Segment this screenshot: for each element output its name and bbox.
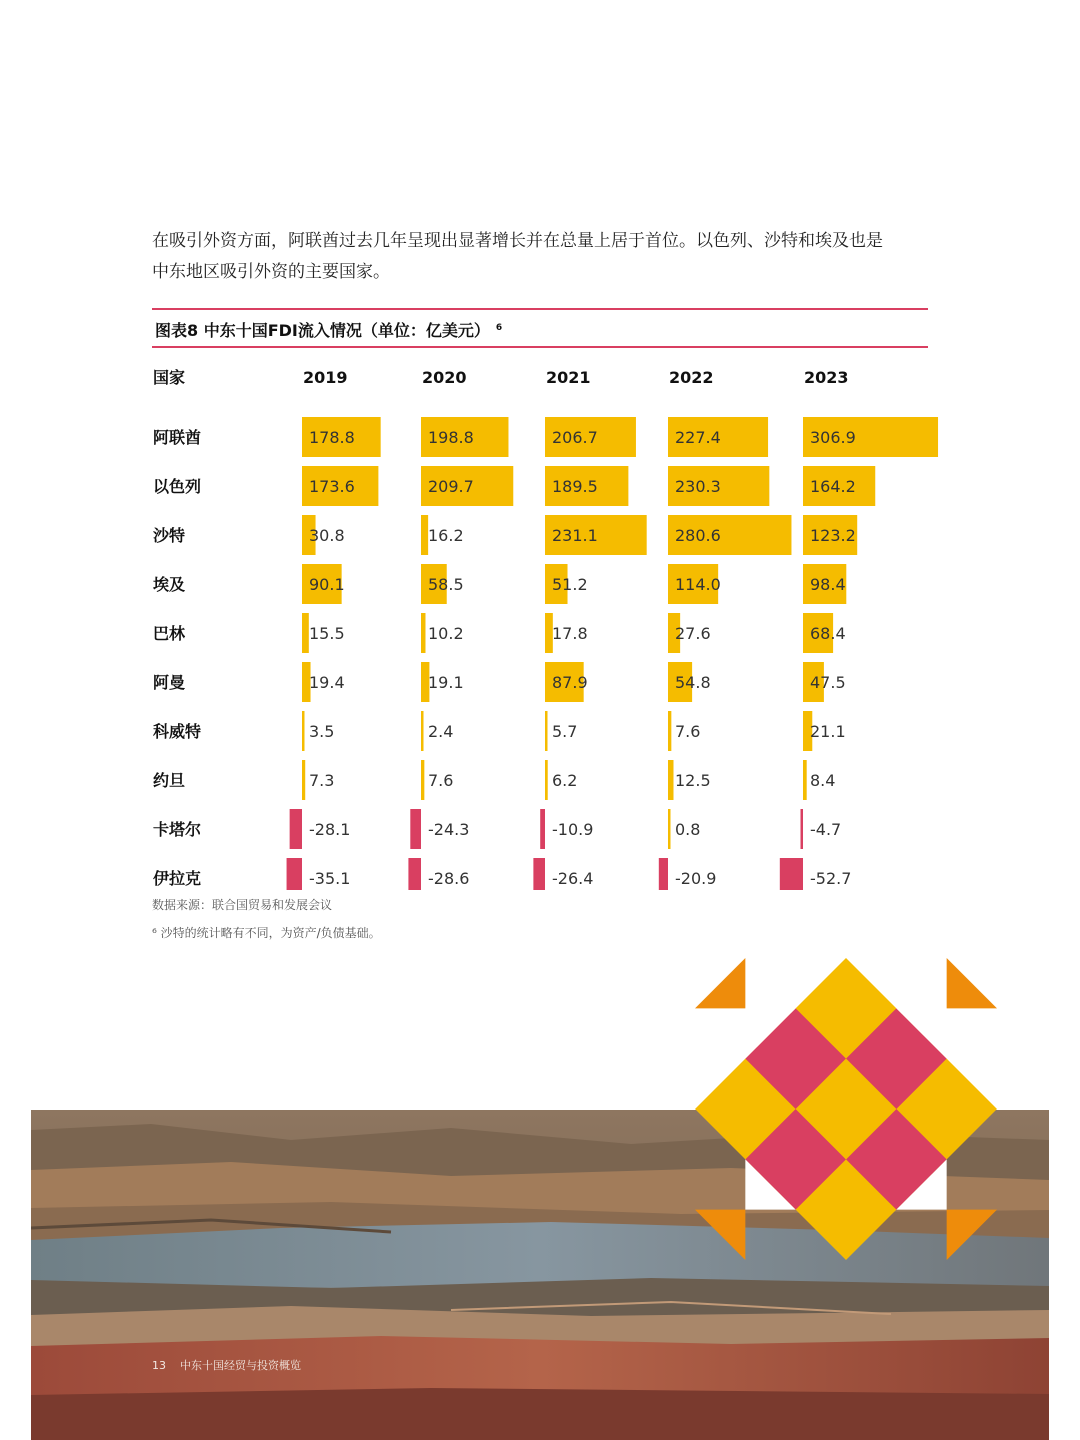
bar-2021 bbox=[545, 760, 548, 800]
value-label: 189.5 bbox=[552, 477, 598, 496]
country-label: 伊拉克 bbox=[153, 869, 202, 888]
value-label: 209.7 bbox=[428, 477, 474, 496]
value-label: -26.4 bbox=[552, 869, 594, 888]
value-label: 17.8 bbox=[552, 624, 588, 643]
country-label: 以色列 bbox=[153, 477, 202, 496]
value-label: 173.6 bbox=[309, 477, 355, 496]
bar-2023 bbox=[801, 809, 804, 849]
data-source-note: 数据来源：联合国贸易和发展会议 bbox=[152, 898, 333, 912]
value-label: 19.1 bbox=[428, 673, 464, 692]
value-label: 12.5 bbox=[675, 771, 711, 790]
bar-2022 bbox=[668, 711, 671, 751]
bar-2023 bbox=[780, 858, 803, 890]
row-header: 国家 bbox=[153, 368, 186, 387]
year-header-2021: 2021 bbox=[546, 368, 591, 387]
country-label: 约旦 bbox=[153, 771, 186, 790]
value-label: 227.4 bbox=[675, 428, 721, 447]
value-label: 47.5 bbox=[810, 673, 846, 692]
value-label: 7.6 bbox=[675, 722, 701, 741]
intro-paragraph bbox=[152, 226, 942, 288]
bar-2019 bbox=[302, 711, 305, 751]
bar-2021 bbox=[540, 809, 545, 849]
value-label: 7.3 bbox=[309, 771, 335, 790]
value-label: -20.9 bbox=[675, 869, 717, 888]
bar-2020 bbox=[421, 760, 424, 800]
value-label: 15.5 bbox=[309, 624, 345, 643]
bar-2022 bbox=[659, 858, 668, 890]
value-label: -24.3 bbox=[428, 820, 470, 839]
page-number: 13 bbox=[152, 1359, 166, 1372]
chart-title bbox=[155, 318, 502, 341]
value-label: 10.2 bbox=[428, 624, 464, 643]
value-label: -4.7 bbox=[810, 820, 842, 839]
country-label: 阿曼 bbox=[153, 673, 186, 692]
bar-2021 bbox=[533, 858, 545, 890]
title-bottom-rule bbox=[152, 346, 928, 348]
value-label: 68.4 bbox=[810, 624, 846, 643]
value-label: 6.2 bbox=[552, 771, 578, 790]
value-label: 2.4 bbox=[428, 722, 454, 741]
value-label: 306.9 bbox=[810, 428, 856, 447]
decorative-star-pattern bbox=[695, 958, 997, 1260]
document-title: 中东十国经贸与投资概览 bbox=[180, 1359, 301, 1372]
value-label: 230.3 bbox=[675, 477, 721, 496]
year-header-2022: 2022 bbox=[669, 368, 714, 387]
footnote: ⁶ 沙特的统计略有不同，为资产/负债基础。 bbox=[152, 926, 381, 940]
bar-2023 bbox=[803, 760, 807, 800]
value-label: 114.0 bbox=[675, 575, 721, 594]
value-label: 19.4 bbox=[309, 673, 345, 692]
bar-2021 bbox=[545, 711, 548, 751]
value-label: 98.4 bbox=[810, 575, 846, 594]
value-label: -35.1 bbox=[309, 869, 351, 888]
fdi-bar-chart bbox=[0, 360, 1080, 890]
value-label: 21.1 bbox=[810, 722, 846, 741]
bar-2020 bbox=[408, 858, 421, 890]
value-label: 51.2 bbox=[552, 575, 588, 594]
country-label: 卡塔尔 bbox=[153, 820, 202, 839]
bar-2022 bbox=[668, 809, 671, 849]
bar-2019 bbox=[302, 613, 309, 653]
year-header-2020: 2020 bbox=[422, 368, 467, 387]
country-label: 埃及 bbox=[153, 575, 186, 594]
value-label: 5.7 bbox=[552, 722, 578, 741]
value-label: 231.1 bbox=[552, 526, 598, 545]
value-label: 16.2 bbox=[428, 526, 464, 545]
value-label: -28.6 bbox=[428, 869, 470, 888]
value-label: -52.7 bbox=[810, 869, 852, 888]
year-header-2023: 2023 bbox=[804, 368, 849, 387]
value-label: -10.9 bbox=[552, 820, 594, 839]
bar-2020 bbox=[421, 711, 424, 751]
value-label: 164.2 bbox=[810, 477, 856, 496]
country-label: 阿联酋 bbox=[153, 428, 202, 447]
value-label: 90.1 bbox=[309, 575, 345, 594]
value-label: 87.9 bbox=[552, 673, 588, 692]
value-label: 3.5 bbox=[309, 722, 335, 741]
value-label: 198.8 bbox=[428, 428, 474, 447]
chart-title-text: 图表8 中东十国FDI流入情况（单位：亿美元） bbox=[155, 321, 490, 340]
country-label: 科威特 bbox=[153, 722, 202, 741]
bar-2020 bbox=[421, 613, 425, 653]
country-label: 巴林 bbox=[153, 624, 186, 643]
page-footer bbox=[152, 1357, 301, 1373]
value-label: 178.8 bbox=[309, 428, 355, 447]
bar-2022 bbox=[668, 760, 674, 800]
year-header-2019: 2019 bbox=[303, 368, 348, 387]
value-label: 123.2 bbox=[810, 526, 856, 545]
value-label: 7.6 bbox=[428, 771, 454, 790]
value-label: 27.6 bbox=[675, 624, 711, 643]
value-label: 58.5 bbox=[428, 575, 464, 594]
value-label: 54.8 bbox=[675, 673, 711, 692]
bar-2020 bbox=[410, 809, 421, 849]
intro-line-1: 在吸引外资方面，阿联酋过去几年呈现出显著增长并在总量上居于首位。以色列、沙特和埃及也是 bbox=[152, 231, 883, 251]
bar-2019 bbox=[290, 809, 302, 849]
bar-2019 bbox=[302, 760, 305, 800]
value-label: 0.8 bbox=[675, 820, 701, 839]
value-label: -28.1 bbox=[309, 820, 351, 839]
value-label: 206.7 bbox=[552, 428, 598, 447]
bar-2019 bbox=[287, 858, 302, 890]
value-label: 30.8 bbox=[309, 526, 345, 545]
country-label: 沙特 bbox=[153, 526, 186, 545]
intro-line-2: 中东地区吸引外资的主要国家。 bbox=[152, 262, 390, 282]
title-top-rule bbox=[152, 308, 928, 310]
value-label: 280.6 bbox=[675, 526, 721, 545]
chart-title-footnote-mark: 6 bbox=[495, 323, 503, 333]
value-label: 8.4 bbox=[810, 771, 836, 790]
